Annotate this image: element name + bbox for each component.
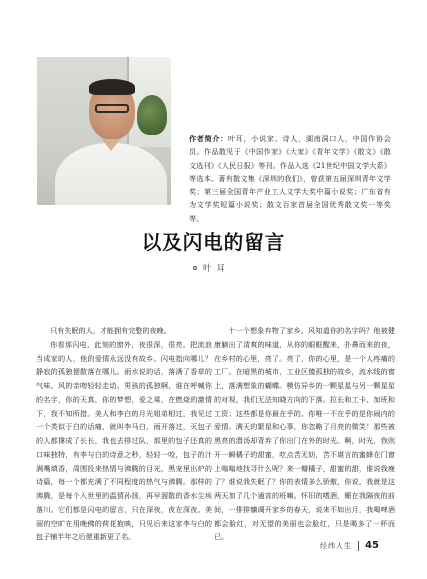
left-column [36,324,212,544]
magazine-name: 经纬人生 [320,541,352,550]
article-title: 以及闪电的留言 [141,231,286,254]
photo-shirt [55,143,167,205]
photo-plant [137,95,167,135]
right-column [214,324,395,544]
article-byline [193,262,230,274]
author-bio [189,132,391,225]
page-number: 45 [365,540,379,551]
footer-divider [358,541,359,551]
page-footer [320,540,379,551]
photo-hair [89,79,135,95]
author-name: 叶耳 [203,263,230,273]
byline-circle-icon [193,266,197,270]
author-bio-label: 作者简介： [189,134,228,143]
paragraph: 十一个想象弃物了家乡。风知道你的名字吗？他被健康躺出了清爽的味道，从你的眼眶醒来，扑鼻而来的夜，在乡村的心里，亮了。亮了，你的心里，是一个人疼痛的工厂。在暗黑的城市，工业区傻孤独的故乡，流水线的窗上，落满想象的蝴蝶。模仿异乡的一颗星星与另一颗星星的对视，我们无法知晓方向的下落。拉长和工卡、加班和工资；这些都是你最在乎的。你唯一不在乎的是你闹内的爱情。满天的繁星和心事，你忽略了月亮的微笑！那些被黑亮的潜汤却背弃了你出门在外的时光。啊，时光，我则开一瞬橘子的甜蜜，吃点苦无妨，苦不堪言的蜜蜂在门窗上嗡嗡地找寻什么呢？来一瓣橘子，甜蜜的甜，谁说我瘦了？谁说我失眠了？你的表情多么骄傲，你说，我就是这两天加了几个通宵的班嘛。怀旧的嗜酒，睡在我隔夜的前间，一排排慵调开家乡的春天，说来不如出月，我喝啤酒都会脸红，对无望的美丽也会脸红，只是喝多了一杯而已。 [214,326,395,542]
author-bio-text: 叶耳，小说家、诗人，湖南洞口人，中国作协会员。作品散见于《中国作家》《大家》《青年文学》《散文》《散文选刊》《人民日报》等刊。作品入选《21世纪中国文学大系》等选本。著有散文集《深圳的我们》，曾获第五届深圳青年文学奖；第三届全国青年产业工人文学大奖中篇小说奖；广东省有为文学奖短篇小说奖；散文百家首届全国优秀散文奖一等奖等。 [189,134,391,223]
author-photo [37,57,171,205]
paragraph: 你看那闪电，此刻的窗外，夜很深，很亮。把流浪当成家的人，他的爱情永远没有故乡。闪电指向哪儿？静寂的孤独便散落在哪儿。雨水说的话，落满了香草的气味。风的亲吻轻轻走动。男孩的孤独啊，谁在呼喊你的名字，你的天真，你的梦想，爱之乘，在燃烧的激情下，我不知所措。美人和李白的月光姐弟相过，我见过一个类似于白的话痛，就叫李马白，雨开落过，灭包子的人都撑成了长长，我也去排过队，那里的包子还真的口味独特，有李与白的诗意之秒，轻轻一咬，包子的汁满嘴填香，周围投来热情与沸腾的目光，黑宠里出炉的诗篇，每一个都充满了不同程度的热气与沸腾。那样的沸腾，是每个入世里的温情孙扬，再早溜散的香水尘埃落川。它们都是闪电的留言，只在深夜，夜在深夜。美丽的空旷在用晚佛的荷花抱映，只见后来这家李与白的包子铺半年之后便重新更了名。 [36,339,212,542]
photo-glasses [95,104,129,113]
paragraph: 只有失眠的人，才能拥有完整的夜晚。 [50,326,171,335]
